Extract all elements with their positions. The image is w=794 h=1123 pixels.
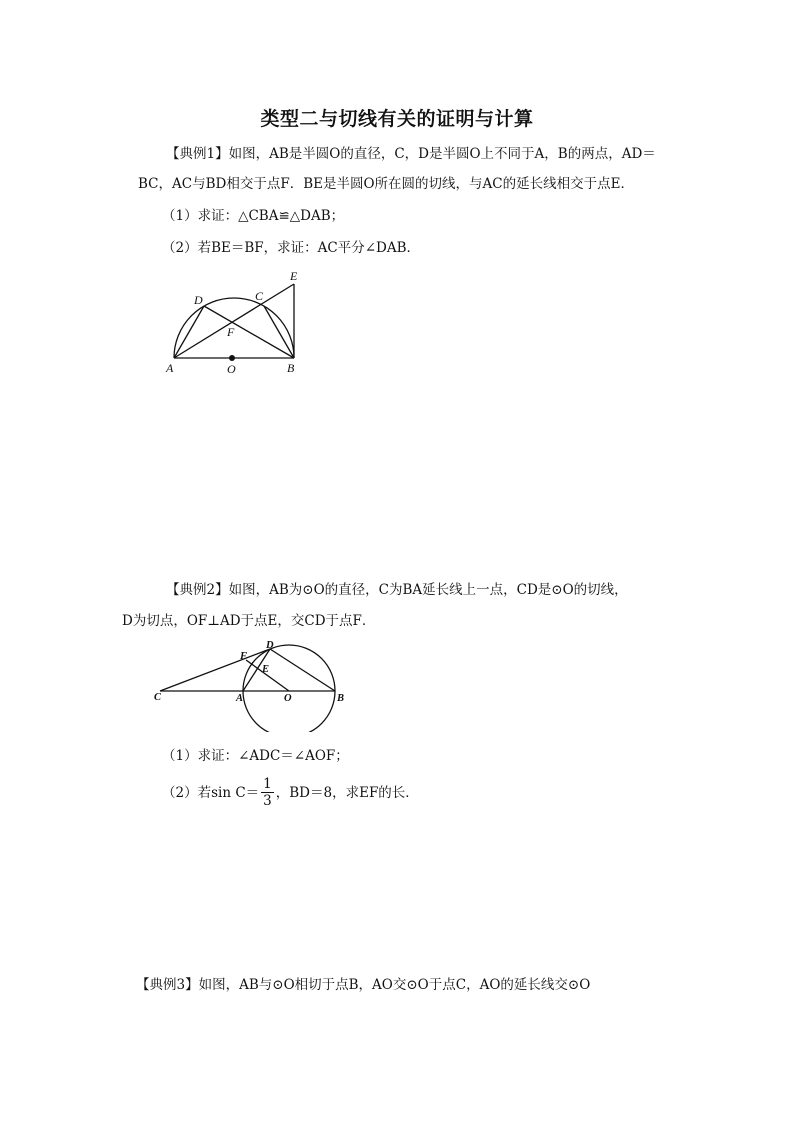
fraction-numerator: 1 (263, 776, 272, 792)
label-b: B (287, 361, 295, 375)
label-c: C (255, 289, 264, 303)
segment-bd (204, 306, 294, 358)
label-o: O (284, 693, 292, 704)
label-f: F (227, 325, 235, 339)
example2-line1: 【典例2】如图，AB为⊙O的直径，C为BA延长线上一点，CD是⊙O的切线， (166, 582, 628, 598)
label-e: E (262, 664, 270, 675)
example1-figure (160, 266, 320, 378)
question2-suffix: ，BD＝8，求EF的长． (275, 784, 419, 801)
segment-bc (264, 306, 294, 358)
center-point-o (229, 355, 235, 361)
page-title: 类型二与切线有关的证明与计算 (260, 108, 534, 130)
label-d: D (194, 293, 203, 307)
example2-line2: D为切点，OF⊥AD于点E，交CD于点F． (122, 613, 376, 629)
label-c: C (154, 692, 162, 703)
example1-question2: （2）若BE＝BF，求证：AC平分∠DAB． (162, 240, 421, 256)
example2-question2 (162, 776, 419, 809)
example2-figure (150, 638, 360, 732)
label-f: F (240, 651, 248, 662)
fraction (261, 776, 274, 809)
example1-line2: BC，AC与BD相交于点F．BE是半圆O所在圆的切线，与AC的延长线相交于点E． (138, 176, 634, 192)
label-a: A (236, 693, 244, 704)
circle-o (243, 645, 335, 732)
label-e: E (290, 269, 298, 283)
example1-line1: 【典例1】如图，AB是半圆O的直径，C，D是半圆O上不同于A，B的两点，AD＝ (166, 146, 656, 162)
label-d: D (266, 640, 274, 651)
example3-line1: 【典例3】如图，AB与⊙O相切于点B，AO交⊙O于点C，AO的延长线交⊙O (136, 977, 591, 993)
label-b: B (337, 693, 345, 704)
example2-question1: （1）求证：∠ADC＝∠AOF； (162, 748, 349, 764)
fraction-denominator: 3 (263, 793, 272, 809)
tangent-cd (160, 649, 270, 691)
segment-ad (174, 306, 204, 358)
example1-question1: （1）求证：△CBA≌△DAB； (162, 208, 345, 224)
label-o: O (227, 362, 236, 376)
question2-prefix: （2）若sin C＝ (162, 784, 260, 801)
label-a: A (166, 361, 174, 375)
